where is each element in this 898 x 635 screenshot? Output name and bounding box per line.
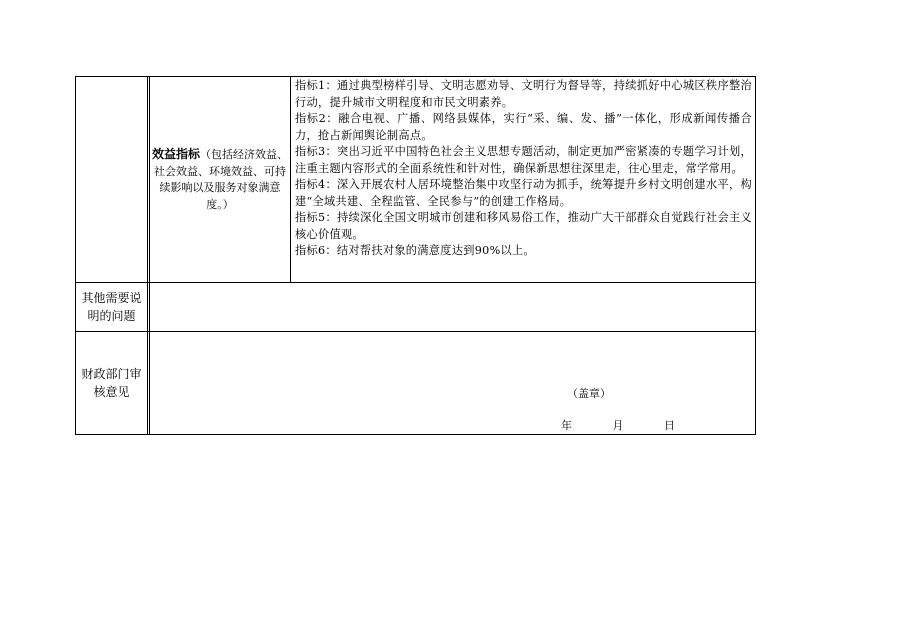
date-placeholder: 年 月 日	[561, 419, 675, 432]
benefit-indicator-label	[150, 146, 290, 213]
finance-review-label: 财政部门审核意见	[81, 367, 142, 399]
other-issues-label: 其他需要说明的问题	[81, 291, 142, 323]
indicator-item-6: 指标6：结对帮扶对象的满意度达到90%以上。	[295, 244, 535, 257]
finance-review-label-cell	[76, 332, 147, 434]
table-right-border	[755, 76, 756, 435]
indicator-item-3: 指标3：突出习近平中国特色社会主义思想专题活动，制定更加严密紧凑的专题学习计划，注重主题内容形式的全面系统性和针对性，确保新思想往深里走，往心里走，常学常用。	[295, 145, 752, 175]
benefit-indicator-label-bold: 效益指标	[152, 147, 201, 161]
other-issues-value-cell	[150, 283, 755, 331]
benefit-indicator-list	[291, 78, 755, 282]
performance-form-table	[75, 76, 756, 435]
benefit-indicator-label-cell	[150, 77, 290, 282]
indicator-item-5: 指标5：持续深化全国文明城市创建和移风易俗工作，推动广大干部群众自觉践行社会主义核心价值观。	[295, 211, 752, 241]
table-bottom-border	[75, 434, 756, 435]
seal-placeholder: （盖章）	[567, 387, 611, 400]
indicator-item-4: 指标4：深入开展农村人居环境整治集中攻坚行动为抓手，统筹提升乡村文明创建水平，构建“全域共建、全程监管、全民参与”的创建工作格局。	[295, 178, 752, 208]
column-divider-1	[147, 76, 148, 435]
other-issues-label-cell	[76, 283, 147, 331]
benefit-indicator-label-detail: （包括经济效益、社会效益、环境效益、可持续影响以及服务对象满意度。）	[154, 148, 289, 211]
indicator-item-1: 指标1：通过典型榜样引导、文明志愿劝导、文明行为督导等，持续抓好中心城区秩序整治行动，提升城市文明程度和市民文明素养。	[295, 79, 752, 109]
indicator-item-2: 指标2：融合电视、广播、网络县媒体，实行“采、编、发、播”一体化，形成新闻传播合力，抢占新闻舆论制高点。	[295, 112, 752, 142]
